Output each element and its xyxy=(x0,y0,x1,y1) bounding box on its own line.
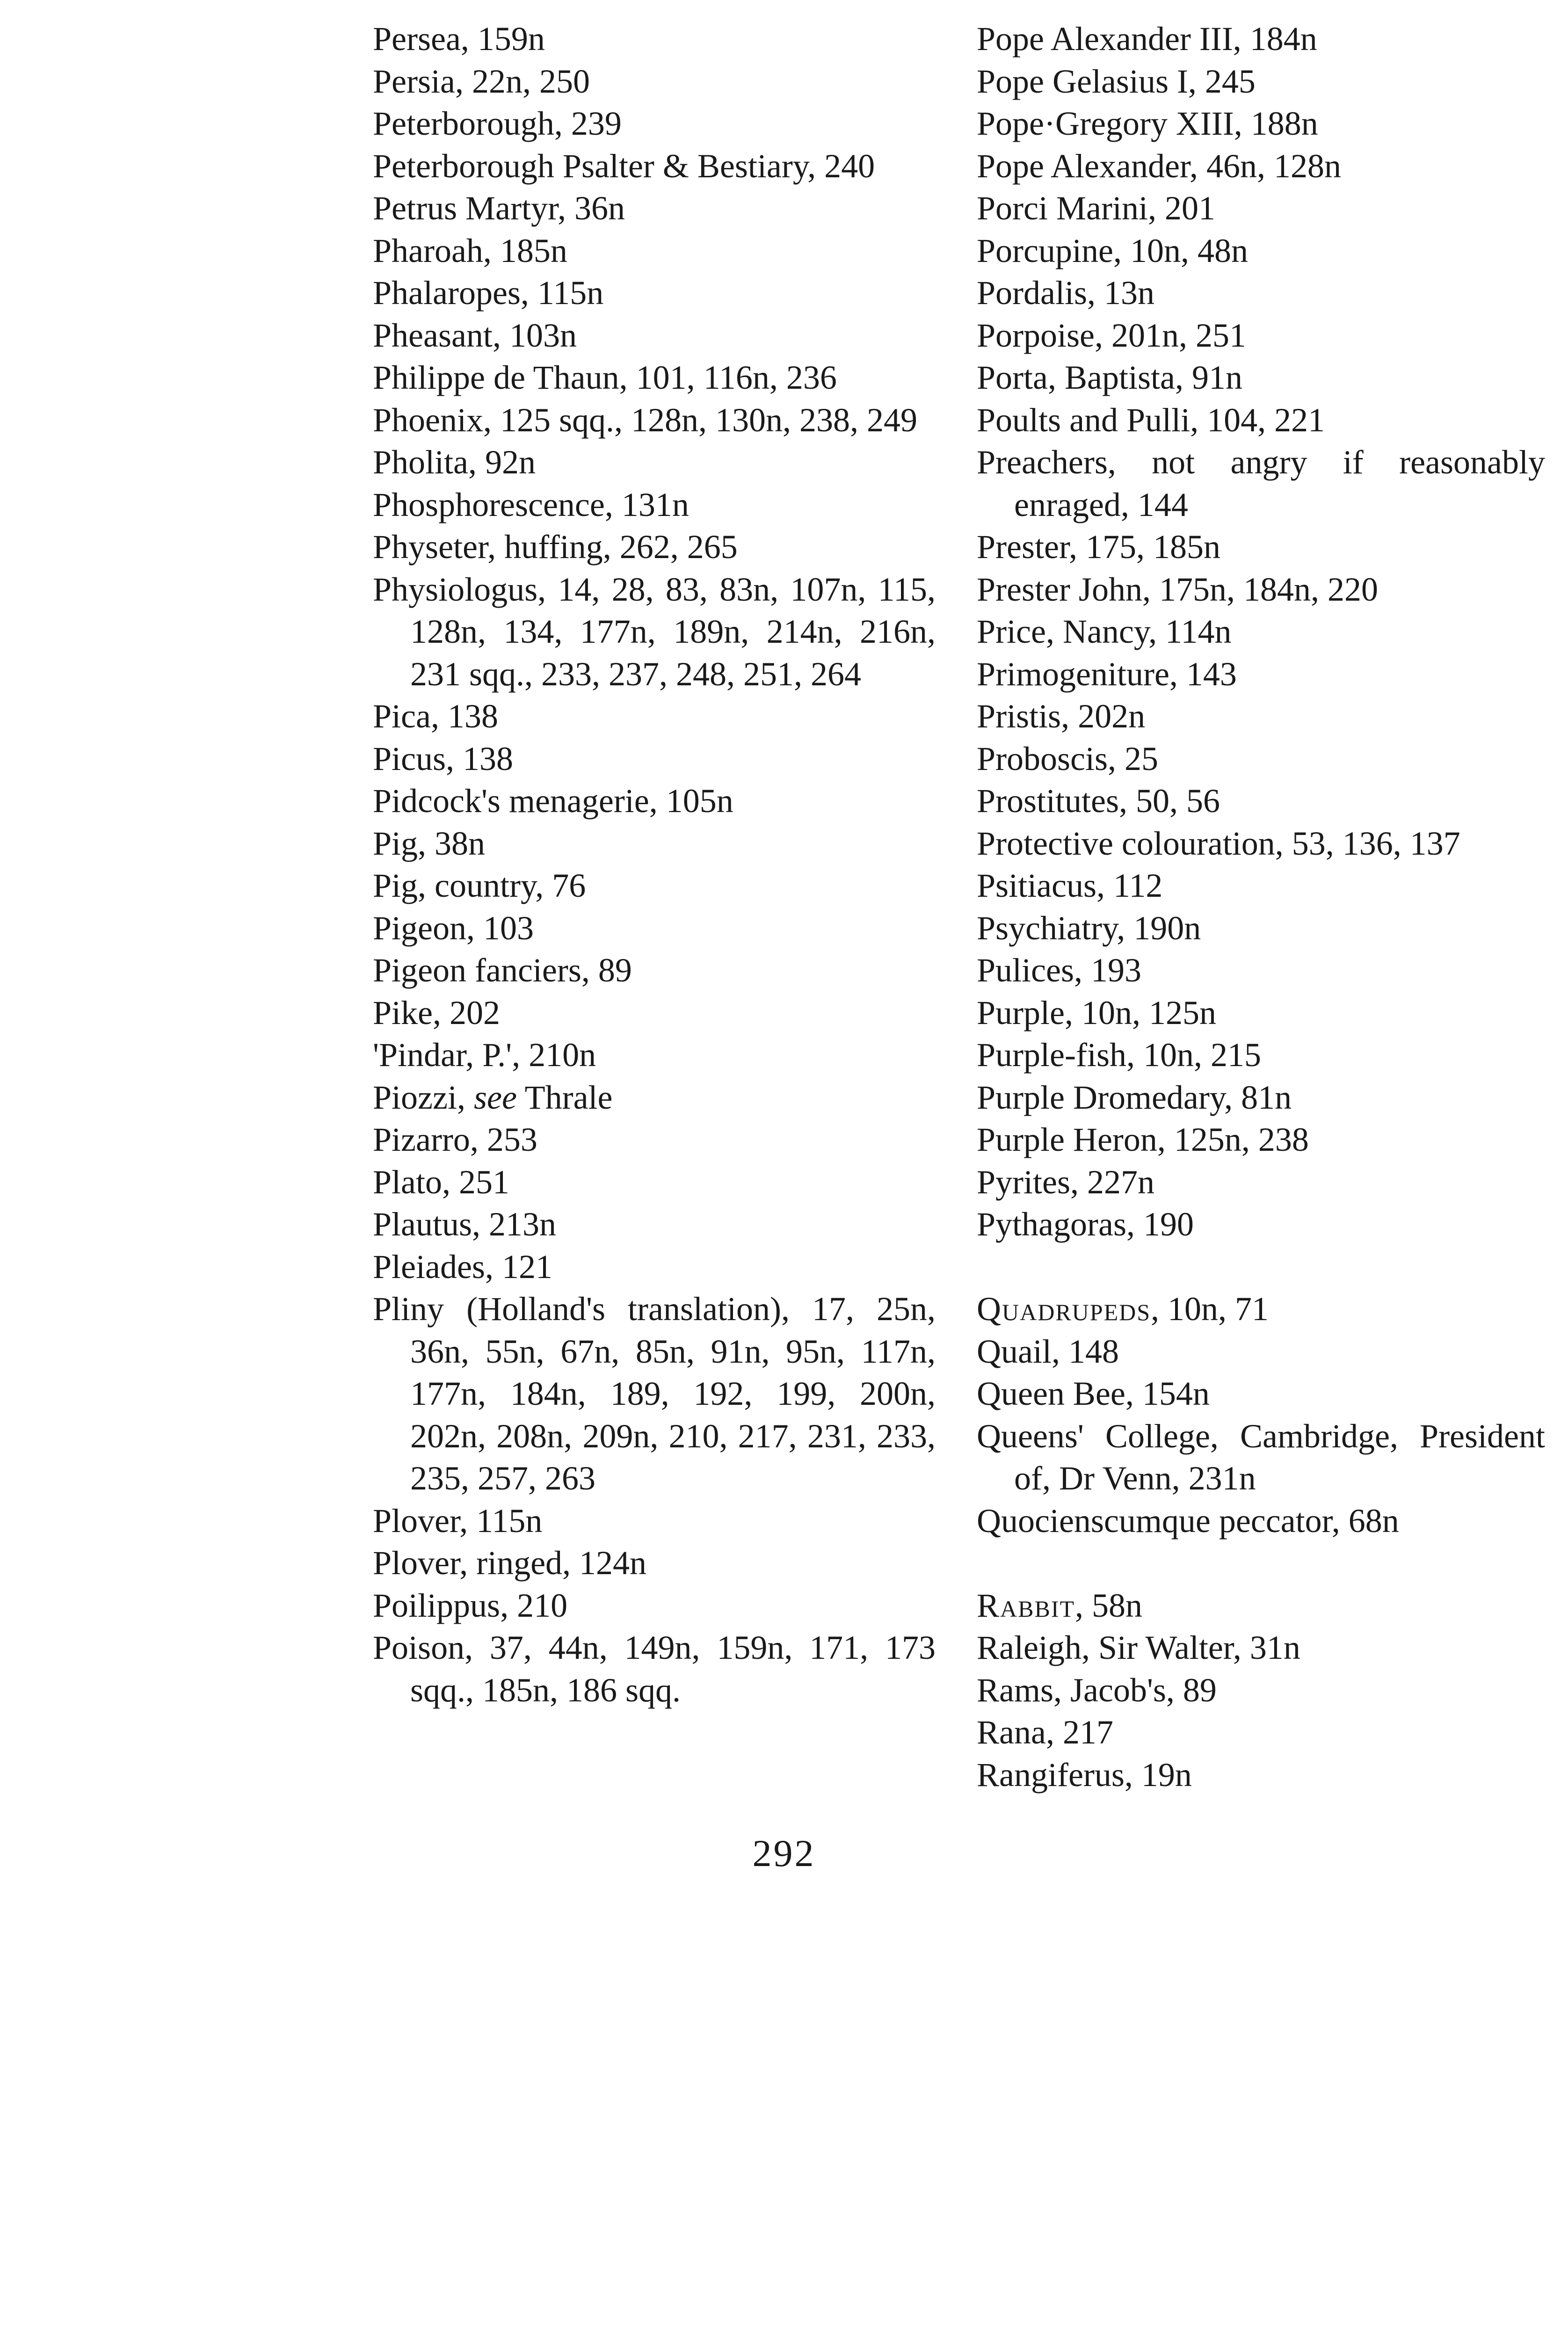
page-references: , 10n, 71 xyxy=(1151,1290,1269,1328)
index-entry: Protective colouration, 53, 136, 137 xyxy=(977,824,1460,862)
index-entry: Purple Heron, 125n, 238 xyxy=(977,1121,1309,1158)
page-number: 292 xyxy=(752,1832,816,1874)
index-entry: Rams, Jacob's, 89 xyxy=(977,1671,1217,1709)
index-entry: Pythagoras, 190 xyxy=(977,1206,1194,1243)
index-entry: Pope Gelasius I, 245 xyxy=(977,62,1256,100)
index-entry: Phalaropes, 115n xyxy=(373,274,604,312)
index-entry: Physeter, huffing, 262, 265 xyxy=(373,528,738,566)
index-entry: Pharoah, 185n xyxy=(373,232,567,269)
index-entry: Philippe de Thaun, 101, 116n, 236 xyxy=(373,359,837,396)
index-entry: Quail, 148 xyxy=(977,1332,1119,1370)
index-section-start-q xyxy=(977,1288,1545,1330)
index-entry: Pigeon fanciers, 89 xyxy=(373,952,632,989)
index-entry: Pholita, 92n xyxy=(373,443,536,481)
see-reference: see xyxy=(473,1078,517,1116)
index-entry: Pigeon, 103 xyxy=(373,909,534,947)
index-entry: Phoenix, 125 sqq., 128n, 130n, 238, 249 xyxy=(373,401,918,439)
index-entry: Pyrites, 227n xyxy=(977,1163,1155,1201)
see-target: Thrale xyxy=(516,1078,613,1116)
index-entry-piozzi xyxy=(373,1076,936,1119)
index-entry: Rangiferus, 19n xyxy=(977,1756,1192,1794)
index-entry: Pristis, 202n xyxy=(977,697,1146,735)
index-entry: Pizarro, 253 xyxy=(373,1121,537,1158)
index-entry: Price, Nancy, 114n xyxy=(977,613,1232,650)
section-gap xyxy=(977,1246,1545,1288)
page-references: , 58n xyxy=(1075,1586,1143,1624)
index-entry: Pidcock's menagerie, 105n xyxy=(373,782,733,820)
index-entry: Petrus Martyr, 36n xyxy=(373,189,625,227)
index-entry: Phosphorescence, 131n xyxy=(373,486,689,523)
index-entry: Purple, 10n, 125n xyxy=(977,994,1216,1031)
index-entry: Pliny (Holland's translation), 17, 25n, 36n, 55n, 67n, 85n, 91n, 95n, 117n, 177n, 184n, 189, 192, 199, 200n, 202n, 208n, 209n, 210, 217, 231, 233, 235, 257, 263 xyxy=(373,1290,936,1497)
index-entry: Porta, Baptista, 91n xyxy=(977,359,1242,396)
index-entry: Purple-fish, 10n, 215 xyxy=(977,1036,1261,1074)
index-entry: Queens' College, Cambridge, President of, Dr Venn, 231n xyxy=(977,1417,1545,1497)
index-entry: Pulices, 193 xyxy=(977,952,1141,989)
index-entry: Preachers, not angry if reasonably enraged, 144 xyxy=(977,443,1545,523)
index-entry: Pig, 38n xyxy=(373,824,486,862)
index-column-right xyxy=(977,18,1545,1796)
index-entry: Persea, 159n xyxy=(373,20,545,58)
index-entry: Peterborough Psalter & Bestiary, 240 xyxy=(373,147,875,185)
index-entry: Pike, 202 xyxy=(373,994,501,1031)
index-entry: Proboscis, 25 xyxy=(977,740,1159,777)
index-entry: Plautus, 213n xyxy=(373,1206,557,1243)
index-entry: Picus, 138 xyxy=(373,740,514,777)
index-entry: Pope Alexander, 46n, 128n xyxy=(977,147,1341,185)
index-entry: Physiologus, 14, 28, 83, 83n, 107n, 115, 128n, 134, 177n, 189n, 214n, 216n, 231 sqq., 233, 237, 248, 251, 264 xyxy=(373,570,936,693)
section-heading-word: Quadrupeds xyxy=(977,1290,1151,1328)
index-entry: Prostitutes, 50, 56 xyxy=(977,782,1220,820)
index-entry: Pleiades, 121 xyxy=(373,1248,552,1286)
index-entry: Poison, 37, 44n, 149n, 159n, 171, 173 sqq., 185n, 186 sqq. xyxy=(373,1629,936,1709)
index-entry: Pope·Gregory XIII, 188n xyxy=(977,105,1318,142)
index-entry: Poilippus, 210 xyxy=(373,1586,568,1624)
index-entry: Porpoise, 201n, 251 xyxy=(977,316,1246,354)
index-entry: Poults and Pulli, 104, 221 xyxy=(977,401,1325,439)
index-entry: Pheasant, 103n xyxy=(373,316,577,354)
index-entry: Pordalis, 13n xyxy=(977,274,1155,312)
index-entry: Queen Bee, 154n xyxy=(977,1375,1210,1412)
index-entry: 'Pindar, P.', 210n xyxy=(373,1036,596,1074)
index-entry: Primogeniture, 143 xyxy=(977,655,1237,693)
index-entry: Prester, 175, 185n xyxy=(977,528,1221,566)
index-entry: Raleigh, Sir Walter, 31n xyxy=(977,1629,1300,1666)
index-entry: Psychiatry, 190n xyxy=(977,909,1201,947)
section-gap xyxy=(977,1542,1545,1584)
index-column-left xyxy=(373,18,936,1711)
index-entry: Plato, 251 xyxy=(373,1163,510,1201)
index-entry: Psitiacus, 112 xyxy=(977,867,1163,904)
index-entry: Quocienscumque peccator, 68n xyxy=(977,1502,1399,1540)
index-entry: Peterborough, 239 xyxy=(373,105,622,142)
section-heading-word: Rabbit xyxy=(977,1586,1075,1624)
index-entry: Plover, 115n xyxy=(373,1502,543,1540)
index-entry-head: Piozzi, xyxy=(373,1078,474,1116)
index-entry: Rana, 217 xyxy=(977,1714,1113,1751)
index-entry: Prester John, 175n, 184n, 220 xyxy=(977,570,1378,608)
index-entry: Pica, 138 xyxy=(373,697,498,735)
index-section-start-r xyxy=(977,1584,1545,1627)
index-entry: Purple Dromedary, 81n xyxy=(977,1078,1292,1116)
index-entry: Plover, ringed, 124n xyxy=(373,1544,647,1582)
index-entry: Pope Alexander III, 184n xyxy=(977,20,1317,58)
index-entry: Pig, country, 76 xyxy=(373,867,586,904)
index-entry: Porci Marini, 201 xyxy=(977,189,1215,227)
index-entry: Porcupine, 10n, 48n xyxy=(977,232,1248,269)
index-entry: Persia, 22n, 250 xyxy=(373,62,590,100)
